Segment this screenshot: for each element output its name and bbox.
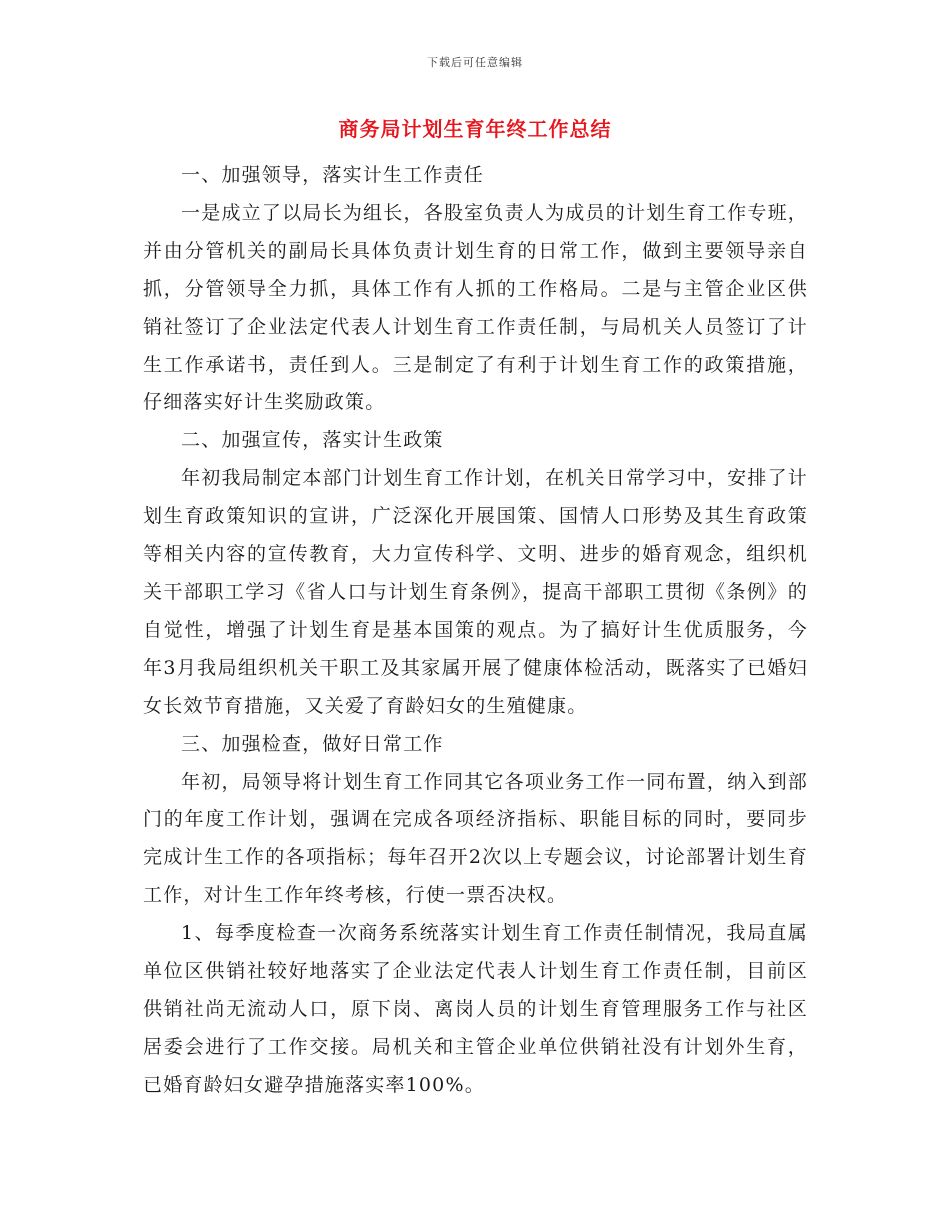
body-paragraph: 一是成立了以局长为组长，各股室负责人为成员的计划生育工作专班，并由分管机关的副局长具体负责计划生育的日常工作，做到主要领导亲自抓，分管领导全力抓，具体工作有人抓的工作格局。二是与主管企业区供销社签订了企业法定代表人计划生育工作责任制，与局机关人员签订了计生工作承诺书，责任到人。三是制定了有利于计划生育工作的政策措施，仔细落实好计生奖励政策。 xyxy=(143,201,808,414)
body-paragraph: 年初，局领导将计划生育工作同其它各项业务工作一同布置，纳入到部门的年度工作计划，强调在完成各项经济指标、职能目标的同时，要同步完成计生工作的各项指标；每年召开2次以上专题会议，讨论部署计划生育工作，对计生工作年终考核，行使一票否决权。 xyxy=(143,770,808,907)
body-paragraph: 1、每季度检查一次商务系统落实计划生育工作责任制情况，我局直属单位区供销社较好地落实了企业法定代表人计划生育工作责任制，目前区供销社尚无流动人口，原下岗、离岗人员的计划生育管理服务工作与社区居委会进行了工作交接。局机关和主管企业单位供销社没有计划外生育，已婚育龄妇女避孕措施落实率100%。 xyxy=(143,922,808,1096)
section-heading-3: 三、加强检查，做好日常工作 xyxy=(181,732,444,755)
body-paragraph: 年初我局制定本部门计划生育工作计划，在机关日常学习中，安排了计划生育政策知识的宣讲，广泛深化开展国策、国情人口形势及其生育政策等相关内容的宣传教育，大力宣传科学、文明、进步的婚育观念，组织机关干部职工学习《省人口与计划生育条例》，提高干部职工贯彻《条例》的自觉性，增强了计划生育是基本国策的观点。为了搞好计生优质服务，今年3月我局组织机关干职工及其家属开展了健康体检活动，既落实了已婚妇女长效节育措施，又关爱了育龄妇女的生殖健康。 xyxy=(143,467,808,717)
document-body xyxy=(143,157,808,1105)
section-heading-1: 一、加强领导，落实计生工作责任 xyxy=(181,164,485,186)
section-heading-2: 二、加强宣传，落实计生政策 xyxy=(181,429,444,452)
document-title: 商务局计划生育年终工作总结 xyxy=(338,117,612,141)
header-note: 下载后可任意编辑 xyxy=(427,56,523,69)
